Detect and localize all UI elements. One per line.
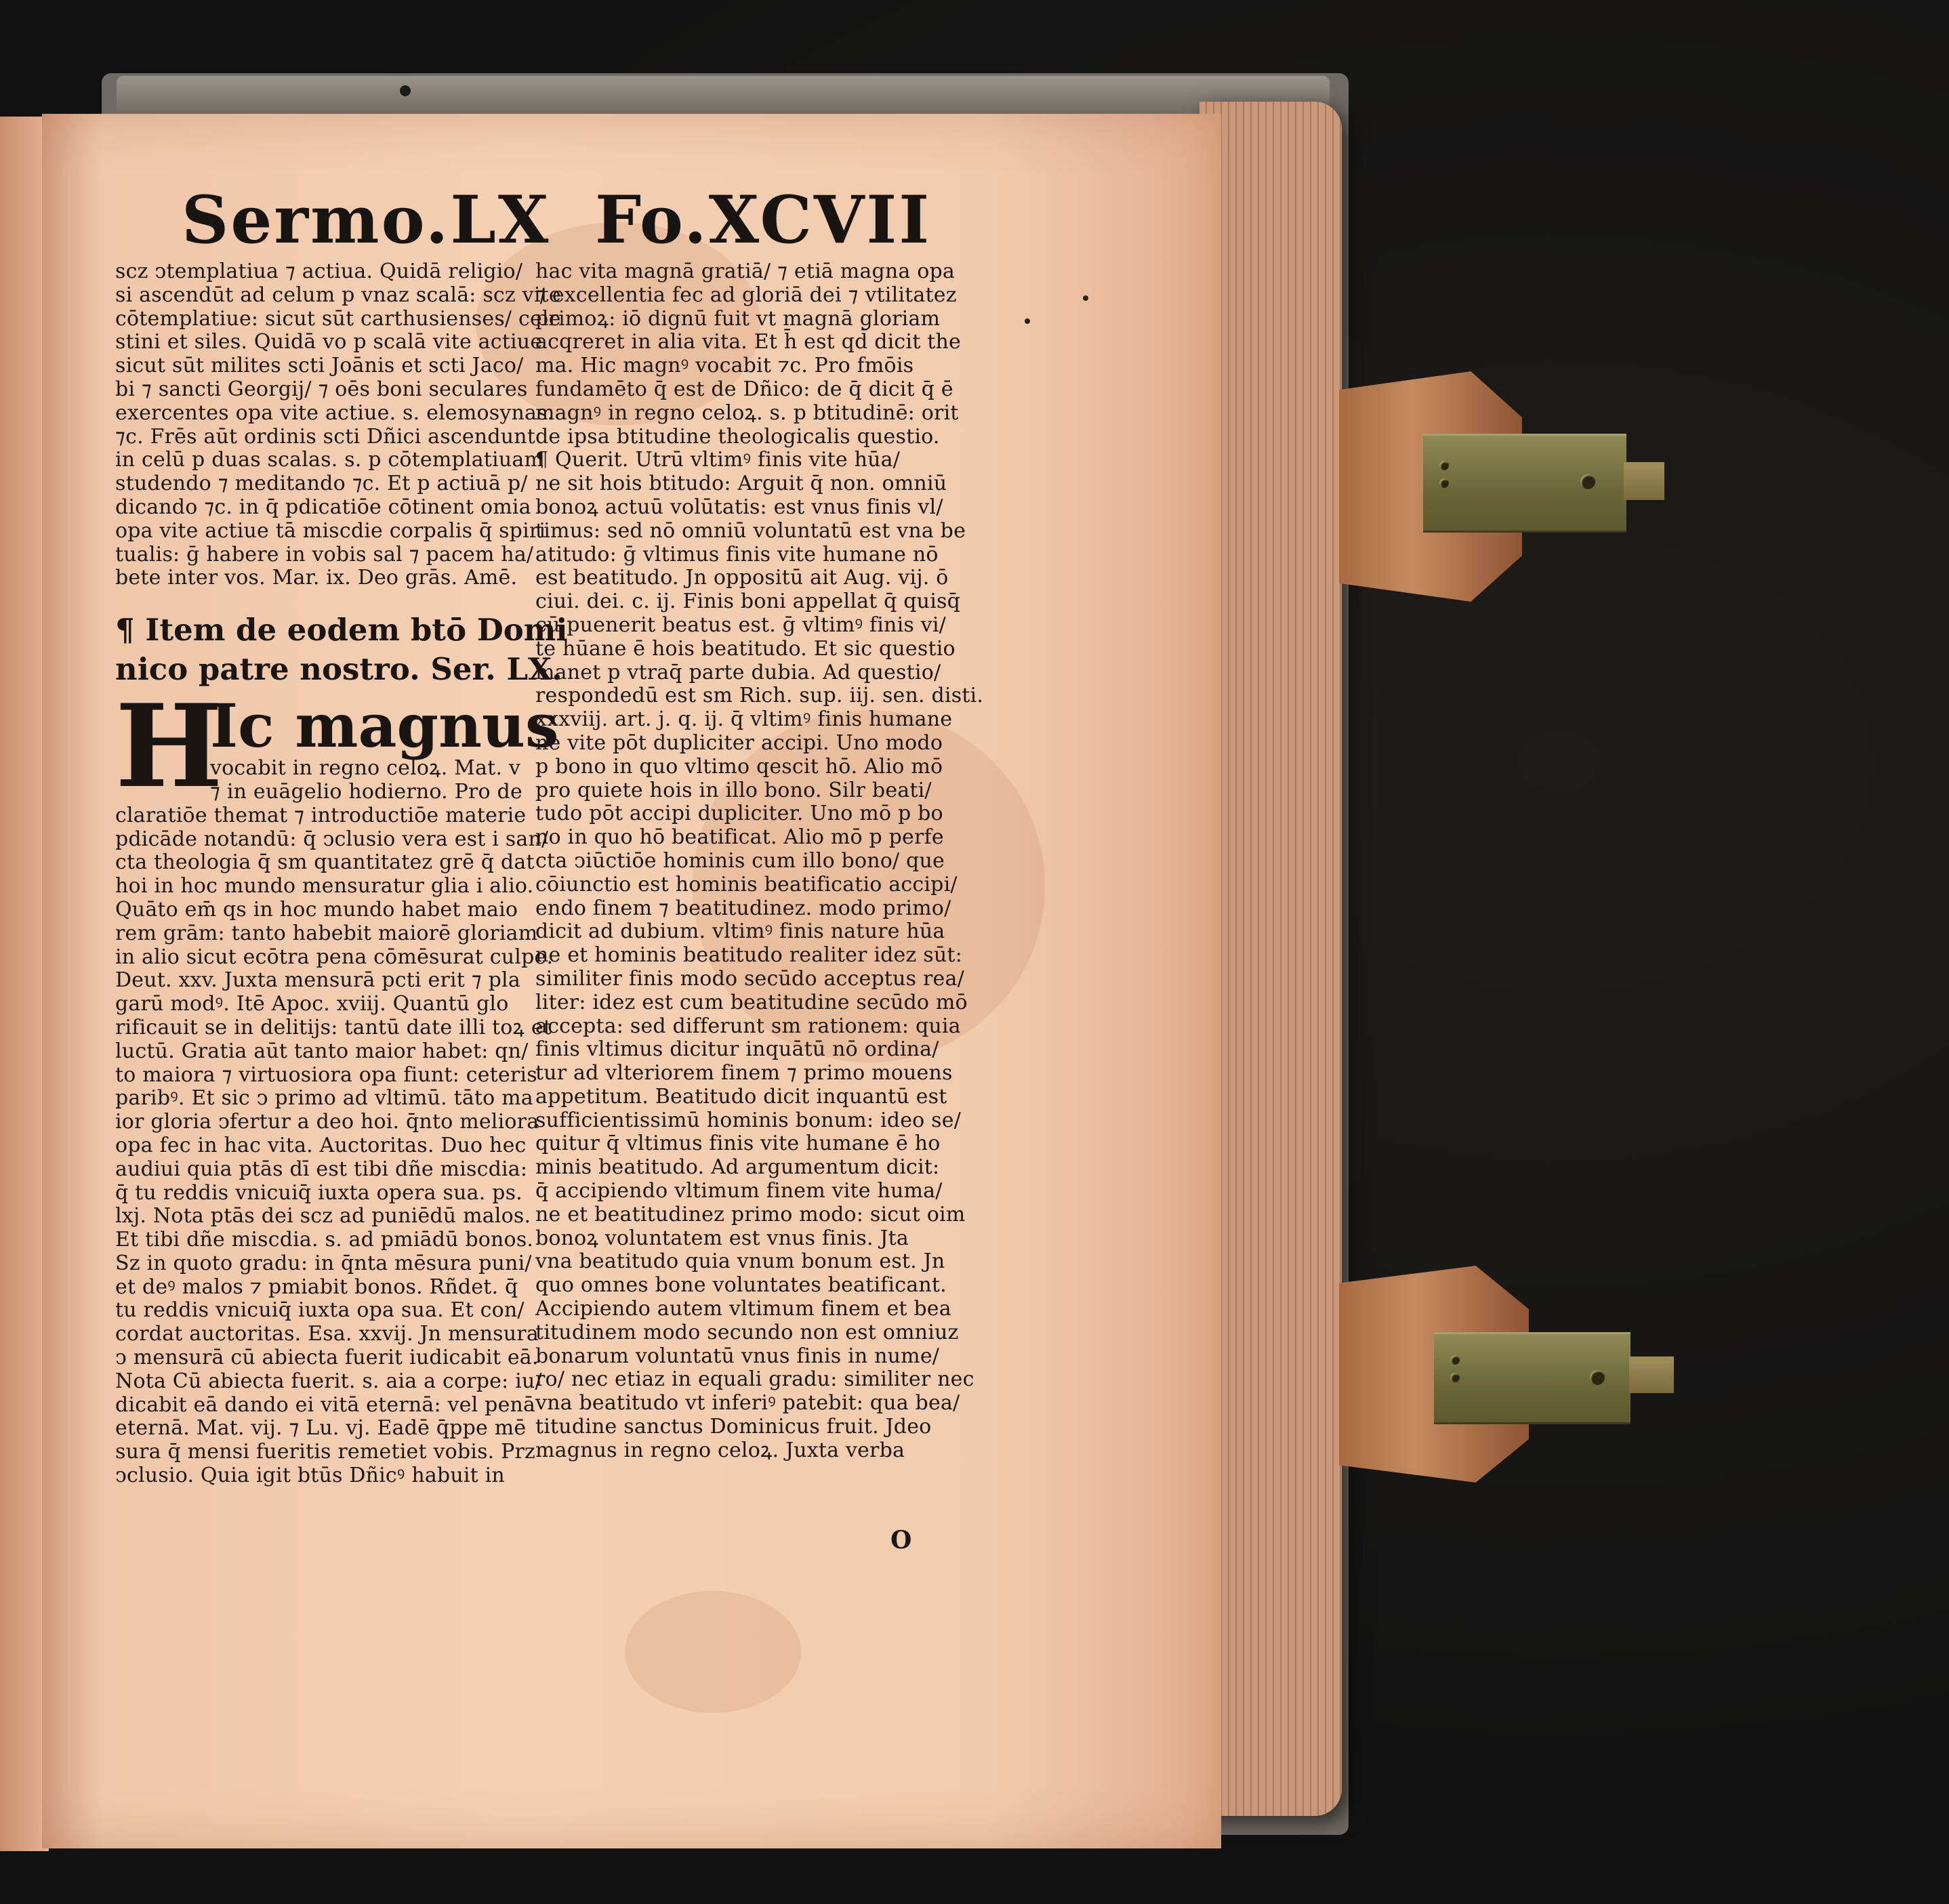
text-line: pro quiete hois in illo bono. Silr beati/: [535, 778, 932, 802]
right-column-text: [535, 260, 984, 1463]
text-line: pdicāde notandū: q̄ ↄclusio vera est i san/: [115, 827, 549, 851]
text-line: ⁊ in euāgelio hodierno. Pro de: [210, 779, 522, 804]
text-line: opa fec in hac vita. Auctoritas. Duo hec: [115, 1133, 527, 1157]
text-line: ciui. dei. c. ij. Finis boni appellat q̄ quisq̄: [535, 589, 961, 614]
text-line: no in quo hō beatificat. Alio mō p perfe: [535, 825, 944, 850]
rivet-icon: [1450, 1355, 1460, 1365]
text-line: sufficientissimū hominis bonum: ideo se/: [535, 1108, 962, 1132]
text-line: garū modꝰ. Itē Apoc. xviij. Quantū glo: [115, 992, 509, 1016]
text-line: exercentes opa vite actiue. s. elemosynas.: [115, 400, 554, 425]
text-line: ne sit hois btitudo: Arguit q̄ non. omniū: [535, 472, 947, 496]
text-line: quo omnes bone voluntates beatificant.: [535, 1273, 947, 1298]
heading-line: nico patre nostro. Ser. LX.: [115, 651, 562, 688]
text-line: ma. Hic magnꝰ vocabit ⁊c. Pro fmōis: [535, 354, 914, 378]
text-line: manet p vtraq̄ parte dubia. Ad questio/: [535, 660, 941, 684]
text-line: similiter finis modo secūdo acceptus rea/: [535, 966, 964, 991]
rivet-icon: [1439, 461, 1449, 470]
left-column-body-text: [115, 803, 554, 1488]
text-line: ne et beatitudinez primo modo: sicut oim: [535, 1202, 966, 1226]
text-line: q̄ accipiendo vltimum finem vite huma/: [535, 1179, 943, 1203]
running-head-sermon: Sermo.LX: [182, 182, 551, 258]
text-line: ↄ mensurā cū abiecta fuerit iudicabit eā.: [115, 1346, 539, 1370]
text-line: timus: sed nō omniū voluntatū est vna be: [535, 518, 966, 543]
text-line: vocabit in regno celoꝝ. Mat. v: [210, 756, 521, 781]
decorated-initial: H: [115, 679, 223, 813]
text-line: vna beatitudo quia vnum bonum est. Jn: [535, 1249, 945, 1274]
text-line: in alio sicut ecōtra pena cōmēsurat culpe.: [115, 945, 554, 969]
text-line: Accipiendo autem vltimum finem et bea: [535, 1297, 951, 1321]
text-line: respondedū est sm Rich. sup. iij. sen. disti.: [535, 684, 984, 708]
text-line: Et tibi dñe miscdia. s. ad pmiādū bonos.: [115, 1228, 534, 1252]
text-line: paribꝰ. Et sic ↄ primo ad vltimū. tāto ma: [115, 1086, 533, 1111]
text-line: si ascendūt ad celum p vnaz scalā: scz vite: [115, 283, 561, 307]
text-line: te hūane ē hois beatitudo. Et sic questio: [535, 636, 956, 661]
text-line: est beatitudo. Jn oppositū ait Aug. vij. ō: [535, 566, 949, 590]
text-line: acqreret in alia vita. Et h̄ est qd̄ dicit the: [535, 330, 961, 354]
text-line: cordat auctoritas. Esa. xxvij. Jn mensura: [115, 1322, 539, 1346]
text-line: tu reddis vnicuiq̄ iuxta opa sua. Et con/: [115, 1298, 525, 1323]
text-line: rificauit se in delitijs: tantū date illi toꝝ et: [115, 1015, 552, 1039]
paper-stain: [625, 1591, 801, 1713]
text-line: Sz in quoto gradu: in q̄nta mēsura puni/: [115, 1251, 532, 1275]
text-line: quitur q̄ vltimus finis vite humane ē ho: [535, 1132, 941, 1156]
text-line: primoꝝ: iō dignū fuit vt magnā gloriam: [535, 306, 941, 331]
text-line: fundamēto q̄ est de Dñico: de q̄ dicit q̄ ē: [535, 377, 953, 401]
text-line: scz ↄtemplatiua ⁊ actiua. Quidā religio/: [115, 260, 523, 283]
text-line: xxxviij. art. j. q. ij. q̄ vltimꝰ finis humane: [535, 707, 953, 732]
margin-mark: [1025, 318, 1030, 324]
folio-number: Fo.XCVII: [595, 182, 932, 258]
text-line: minis beatitudo. Ad argumentum dicit:: [535, 1155, 940, 1180]
text-line: tudo pōt accipi dupliciter. Uno mō p bo: [535, 802, 943, 826]
text-line: bonoꝝ actuū volūtatis: est vnus finis vl/: [535, 495, 943, 519]
text-line: ⁊ excellentia fec ad gloriā dei ⁊ vtilitatez: [535, 283, 957, 307]
text-line: opa vite actiue tā miscdie corpalis q̄ spiri: [115, 518, 546, 543]
text-line: liter: idez est cum beatitudine secūdo mō: [535, 990, 968, 1014]
text-line: dicabit eā dando ei vitā eternā: vel penā: [115, 1392, 536, 1417]
text-line: dicit ad dubium. vltimꝰ finis nature hūa: [535, 919, 945, 944]
text-line: et deꝰ malos ⁊ pmiabit bonos. Rñdet. q̄: [115, 1275, 518, 1299]
lower-clasp-hook: [1629, 1357, 1674, 1393]
text-line: sura q̄ mensi fueritis remetiet vobis. Prz: [115, 1440, 536, 1464]
text-line: bonoꝝ voluntatem est vnus finis. Jta: [535, 1226, 909, 1250]
upper-clasp-hook: [1624, 462, 1664, 500]
text-line: appetitum. Beatitudo dicit inquantū est: [535, 1084, 947, 1109]
left-column-top-text: [115, 260, 561, 590]
text-line: dicando ⁊c. in q̄ pdicatiōe cōtinent omia: [115, 495, 531, 519]
text-line: sicut sūt milites scti Joānis et scti Jaco/: [115, 354, 524, 378]
rivet-icon: [1450, 1373, 1460, 1382]
text-line: ne vite pōt dupliciter accipi. Uno modo: [535, 730, 943, 755]
incipit-text: Ic magnus: [210, 690, 559, 762]
rivet-icon: [1590, 1370, 1605, 1385]
text-line: ⁊c. Frēs aūt ordinis scti Dñici ascendunt: [115, 424, 536, 449]
text-line: cta theologia q̄ sm quantitatez grē q̄ dat: [115, 850, 535, 875]
text-line: finis vltimus dicitur inquātū nō ordina/: [535, 1037, 939, 1062]
text-line: atitudo: ḡ vltimus finis vite humane nō: [535, 542, 939, 566]
text-line: ↄclusio. Quia igit btūs Dñicꝰ habuit in: [115, 1464, 505, 1488]
text-line: hac vita magnā gratiā/ ⁊ etiā magna opa: [535, 260, 955, 283]
text-line: ior gloria ↄfertur a deo hoi. q̄nto meliora: [115, 1110, 539, 1134]
text-line: cōiunctio est hominis beatificatio accipi/: [535, 872, 958, 896]
text-line: lxj. Nota ptās dei scz ad puniēdū malos.: [115, 1204, 531, 1228]
cover-top-edge: [117, 76, 1330, 119]
text-line: hoi in hoc mundo mensuratur glia i alio.: [115, 874, 534, 898]
text-line: Nota Cū abiecta fuerit. s. aia a corpe: iu/: [115, 1369, 542, 1393]
text-line: tur ad vlteriorem finem ⁊ primo mouens: [535, 1061, 953, 1085]
text-line: audiui quia ptās dī est tibi dñe miscdia:: [115, 1157, 528, 1181]
rivet-icon: [1439, 478, 1449, 488]
text-line: ne et hominis beatitudo realiter idez sūt:: [535, 943, 962, 968]
text-line: titudine sanctus Dominicus fruit. Jdeo: [535, 1415, 932, 1439]
text-line: in celū p duas scalas. s. p cōtemplatiuam: [115, 448, 544, 472]
text-line: Quāto em̄ qs in hoc mundo habet maio: [115, 897, 518, 922]
text-line: to maiora ⁊ virtuosiora opa fiunt: ceteris: [115, 1062, 537, 1087]
text-line: eternā. Mat. vij. ⁊ Lu. vj. Eadē q̄ppe mē: [115, 1416, 527, 1441]
text-line: magnꝰ in regno celoꝝ. s. p btitudinē: orit: [535, 400, 959, 425]
section-heading: [115, 610, 568, 689]
text-line: accepta: sed differunt sm rationem: quia: [535, 1014, 961, 1038]
text-line: luctū. Gratia aūt tanto maior habet: qn/: [115, 1039, 529, 1063]
text-line: cū puenerit beatus est. ḡ vltimꝰ finis vi/: [535, 613, 946, 637]
text-line: titudinem modo secundo non est omniuz: [535, 1320, 959, 1344]
rivet-icon: [1580, 474, 1595, 489]
section-gap: [115, 590, 515, 610]
text-line: endo finem ⁊ beatitudinez. modo primo/: [535, 896, 951, 920]
left-text-column: [115, 260, 568, 1488]
text-line: ¶ Querit. Utrū vltimꝰ finis vite hūa/: [535, 448, 901, 472]
text-line: cōtemplatiue: sicut sūt carthusienses/ cele: [115, 306, 561, 331]
text-line: studendo ⁊ meditando ⁊c. Et p actiuā p/: [115, 472, 528, 496]
text-line: vna beatitudo vt inferiꝰ patebit: qua bea/: [535, 1391, 960, 1415]
text-line: tualis: ḡ habere in vobis sal ⁊ pacem ha/: [115, 542, 534, 566]
text-line: ro/ nec etiaz in equali gradu: similiter nec: [535, 1367, 974, 1392]
signature-mark: O: [890, 1526, 912, 1554]
text-line: magnus in regno celoꝝ. Juxta verba: [535, 1438, 905, 1462]
heading-line: ¶ Item de eodem btō Domi: [115, 612, 568, 648]
cover-nail-hole: [400, 85, 411, 96]
text-line: q̄ tu reddis vnicuiq̄ iuxta opera sua. ps.: [115, 1180, 522, 1205]
text-line: claratiōe themat ⁊ introductiōe materie: [115, 803, 527, 827]
text-line: Deut. xxv. Juxta mensurā pcti erit ⁊ pla: [115, 968, 520, 993]
text-line: p bono in quo vltimo qescit hō. Alio mō: [535, 754, 943, 779]
text-line: bi ⁊ sancti Georgij/ ⁊ oēs boni seculares: [115, 377, 528, 401]
text-line: de ipsa btitudine theologicalis questio.: [535, 424, 940, 449]
margin-mark: [1083, 295, 1088, 301]
upper-clasp-strap: [1423, 434, 1626, 533]
text-line: cta ↄiūctiōe hominis cum illo bono/ que: [535, 848, 945, 873]
text-line: bete inter vos. Mar. ix. Deo grās. Amē.: [115, 566, 518, 590]
text-line: rem grām: tanto habebit maiorē gloriam: [115, 921, 538, 945]
text-line: stini et siles. Quidā vo p scalā vite actiue: [115, 330, 543, 354]
text-line: bonarum voluntatū vnus finis in nume/: [535, 1344, 940, 1368]
right-text-column: [535, 260, 984, 1463]
